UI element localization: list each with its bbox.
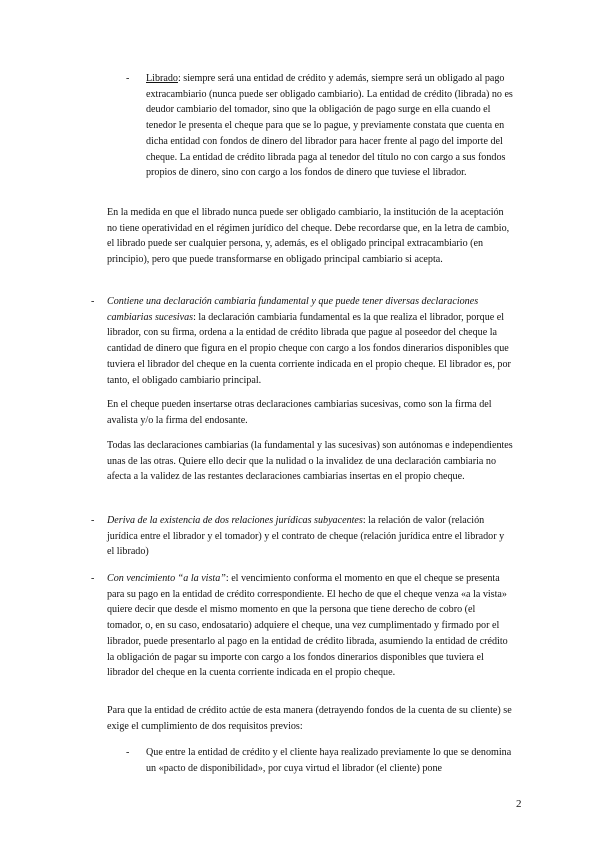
item-relaciones-text: : la relación de valor (relación jurídica entre el librador y el tomador) y el contrato de cheque (relación jurídica entre el librador y el librado) xyxy=(107,515,505,558)
item-declaracion-cambiaria xyxy=(107,294,513,388)
paragraph-librado-aceptacion: En la medida en que el librado nunca puede ser obligado cambiario, la institución de la aceptación no tiene operatividad en el régimen jurídico del cheque. Debe recordarse que, en la letra de cambio, el librado puede ser cualquier persona, y, además, es el obligado principal extracambiario (en principio), pero que puede transformarse en obligado principal cambiario si acepta. xyxy=(107,207,510,266)
item-vencimiento-text: : el vencimiento conforma el momento en que el cheque se presenta para su pago en la entidad de crédito correspondiente. El hecho de que el cheque venza «a la vista» quiere decir que desde el mismo momento en que la persona que tiene derecho de cobro (el tomador, o, en su caso, endosatario) adquiere el cheque, una vez cumplimentado y firmado por el librador, puede presentarlo al pago en la entidad de crédito librada, asumiendo la entidad de crédito la obligación de pagar su importe con cargo a los fondos dinerarios disponibles que tuviera el librador del cheque en la cuenta corriente indicada en el propio cheque. xyxy=(107,573,508,679)
item-marker: - xyxy=(91,515,95,526)
item-vencimiento-vista xyxy=(107,571,513,681)
paragraph-declaraciones-autonomas: Todas las declaraciones cambiarias (la fundamental y las sucesivas) son autónomas e independientes unas de las otras. Quiere ello decir que la nulidad o la invalidez de una declaración cambiaria no afecta a la validez de las restantes declaraciones cambiarias insertas en el propio cheque. xyxy=(107,440,513,483)
bullet-librado-text: : siempre será una entidad de crédito y además, siempre será un obligado al pago extracambiario (nunca puede ser obligado cambiario). La entidad de crédito (librada) no es deudor cambiario del tomador, sino que la obligación de pago surge en ella cuando el tenedor le presenta el cheque para que se lo pague, y previamente constata que cuenta en dicha entidad con fondos de dinero del librador para hacer frente al pago del importe del cheque. La entidad de crédito librada paga al tenedor del título no con cargo a sus fondos propios de dinero, sino con cargo a los fondos de dinero que tuviese el librador. xyxy=(146,73,513,179)
item-declaracion-text: : la declaración cambiaria fundamental es la que realiza el librador, porque el librador, con su firma, ordena a la entidad de crédito librada que pague al poseedor del cheque la cantidad de dinero que figura en el propio cheque con cargo a los fondos dinerarios disponibles que tuviera el librador del cheque en la cuenta corriente indicada en el propio cheque. El librador es, por tanto, el obligado cambiario principal. xyxy=(107,311,511,386)
bullet-marker: - xyxy=(126,73,130,84)
item-relaciones-subyacentes xyxy=(107,513,513,560)
bullet-pacto-disponibilidad: Que entre la entidad de crédito y el cliente haya realizado previamente lo que se denomina un «pacto de disponibilidad», por cuya virtud el librador (el cliente) pone xyxy=(146,747,512,774)
page-number: 2 xyxy=(516,798,522,810)
bullet-marker: - xyxy=(126,747,130,758)
item-relaciones-lead: Deriva de la existencia de dos relaciones jurídicas subyacentes xyxy=(107,515,363,526)
item-vencimiento-lead: Con vencimiento “a la vista” xyxy=(107,573,226,584)
paragraph-declaraciones-sucesivas: En el cheque pueden insertarse otras declaraciones cambiarias sucesivas, como son la firma del avalista y/o la firma del endosante. xyxy=(107,399,492,426)
item-marker: - xyxy=(91,296,95,307)
item-marker: - xyxy=(91,573,95,584)
paragraph-requisitos-previos: Para que la entidad de crédito actúe de esta manera (detrayendo fondos de la cuenta de su cliente) se exige el cumplimiento de dos requisitos previos: xyxy=(107,705,512,732)
term-librado: Librado xyxy=(146,73,178,84)
bullet-librado xyxy=(146,71,518,181)
item-declaracion-lead: Contiene una declaración cambiaria fundamental y que puede tener diversas declaraciones cambiarias sucesivas xyxy=(107,296,479,323)
